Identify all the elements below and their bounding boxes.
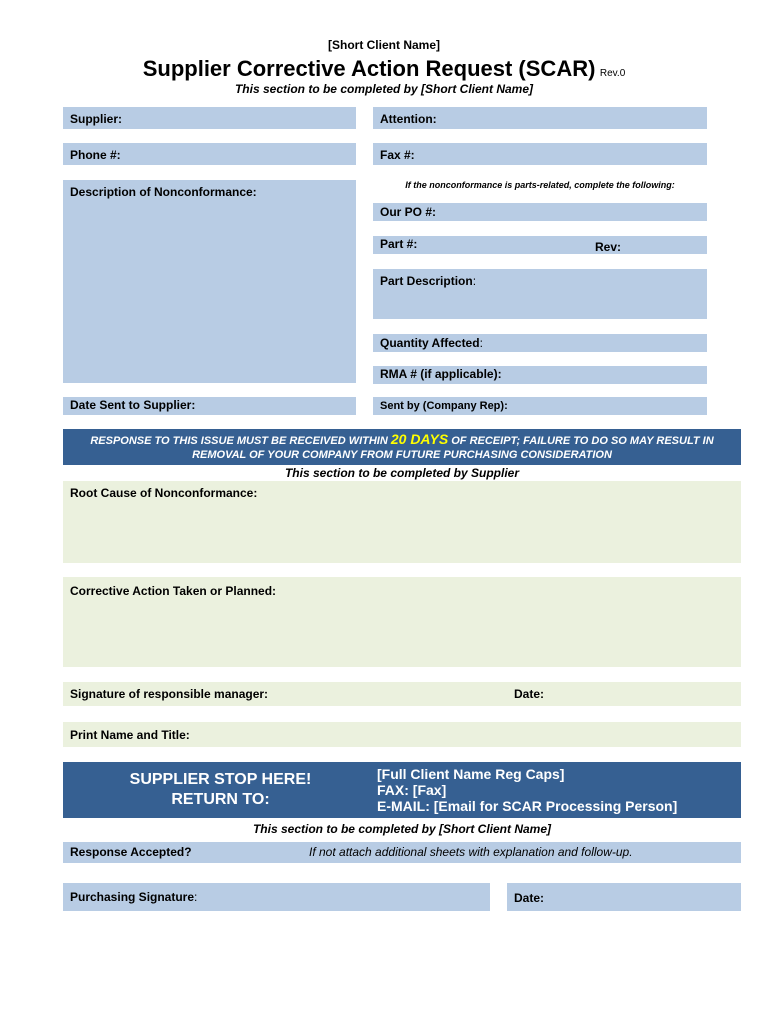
- sent-by-field[interactable]: [373, 397, 707, 415]
- part-description-colon: :: [472, 274, 477, 288]
- part-number-label: Part #:: [380, 237, 418, 251]
- deadline-days: 20 DAYS: [390, 431, 449, 447]
- quantity-colon: :: [479, 336, 483, 350]
- client-name-header: [Short Client Name]: [327, 38, 440, 52]
- revision-label: Rev.0: [599, 68, 626, 79]
- rma-field[interactable]: [373, 366, 707, 384]
- purchasing-date-field[interactable]: [507, 883, 741, 911]
- quantity-label: Quantity Affected: [380, 336, 480, 350]
- banner-line-1: [63, 432, 741, 448]
- sent-by-label: Sent by (Company Rep):: [380, 400, 508, 412]
- return-contact: [377, 766, 737, 814]
- page-title: Supplier Corrective Action Request (SCAR): [142, 56, 596, 81]
- stop-line-2: RETURN TO:: [171, 791, 270, 808]
- response-accepted-note: If not attach additional sheets with explanation and follow-up.: [309, 845, 633, 859]
- attention-field[interactable]: [373, 107, 707, 129]
- description-field[interactable]: [63, 180, 356, 383]
- po-label: Our PO #:: [380, 205, 437, 219]
- part-number-field[interactable]: [373, 236, 707, 254]
- return-to-banner: [63, 762, 741, 818]
- root-cause-field[interactable]: [63, 481, 741, 563]
- banner-line-2: REMOVAL OF YOUR COMPANY FROM FUTURE PURCHASING CONSIDERATION: [192, 449, 612, 461]
- section-heading-client: This section to be completed by [Short Client Name]: [234, 82, 534, 96]
- section-heading-supplier: This section to be completed by Supplier: [284, 466, 520, 480]
- part-description-label: Part Description: [380, 274, 473, 288]
- description-label: Description of Nonconformance:: [70, 185, 257, 199]
- response-deadline-banner: [63, 429, 741, 465]
- purchasing-date-label: Date:: [514, 891, 545, 905]
- banner-text-1: RESPONSE TO THIS ISSUE MUST BE RECEIVED WITHIN: [90, 435, 388, 447]
- parts-related-note: If the nonconformance is parts-related, complete the following:: [405, 180, 675, 190]
- response-accepted-label: Response Accepted?: [70, 845, 192, 859]
- response-accepted-field[interactable]: [63, 842, 741, 863]
- phone-label: Phone #:: [70, 148, 121, 162]
- part-rev-label: Rev:: [595, 240, 622, 254]
- purchasing-signature-colon: :: [194, 890, 198, 904]
- phone-field[interactable]: [63, 143, 356, 165]
- rma-label: RMA # (if applicable):: [380, 367, 502, 381]
- po-field[interactable]: [373, 203, 707, 221]
- corrective-action-field[interactable]: [63, 577, 741, 667]
- supplier-label: Supplier:: [70, 112, 123, 126]
- section-heading-final: This section to be completed by [Short Client Name]: [252, 822, 552, 836]
- print-name-label: Print Name and Title:: [70, 728, 190, 742]
- purchasing-signature-label: Purchasing Signature: [70, 890, 195, 904]
- return-email: E-MAIL: [Email for SCAR Processing Person]: [377, 798, 678, 814]
- stop-line-1: SUPPLIER STOP HERE!: [129, 771, 312, 788]
- supplier-field[interactable]: [63, 107, 356, 129]
- title-row: [0, 56, 768, 82]
- manager-signature-field[interactable]: [63, 682, 741, 706]
- print-name-field[interactable]: [63, 722, 741, 747]
- return-client-name: [Full Client Name Reg Caps]: [377, 766, 565, 782]
- root-cause-label: Root Cause of Nonconformance:: [70, 486, 258, 500]
- purchasing-signature-field[interactable]: [63, 883, 490, 911]
- fax-label: Fax #:: [380, 148, 415, 162]
- manager-date-label: Date:: [514, 687, 545, 701]
- manager-signature-label: Signature of responsible manager:: [70, 687, 269, 701]
- part-description-field[interactable]: [373, 269, 707, 319]
- date-sent-label: Date Sent to Supplier:: [70, 398, 196, 412]
- attention-label: Attention:: [380, 112, 437, 126]
- corrective-action-label: Corrective Action Taken or Planned:: [70, 584, 277, 598]
- date-sent-field[interactable]: [63, 397, 356, 415]
- quantity-field[interactable]: [373, 334, 707, 352]
- stop-message: [63, 770, 378, 810]
- return-fax: FAX: [Fax]: [377, 782, 447, 798]
- fax-field[interactable]: [373, 143, 707, 165]
- banner-text-2: OF RECEIPT; FAILURE TO DO SO MAY RESULT IN: [451, 435, 714, 447]
